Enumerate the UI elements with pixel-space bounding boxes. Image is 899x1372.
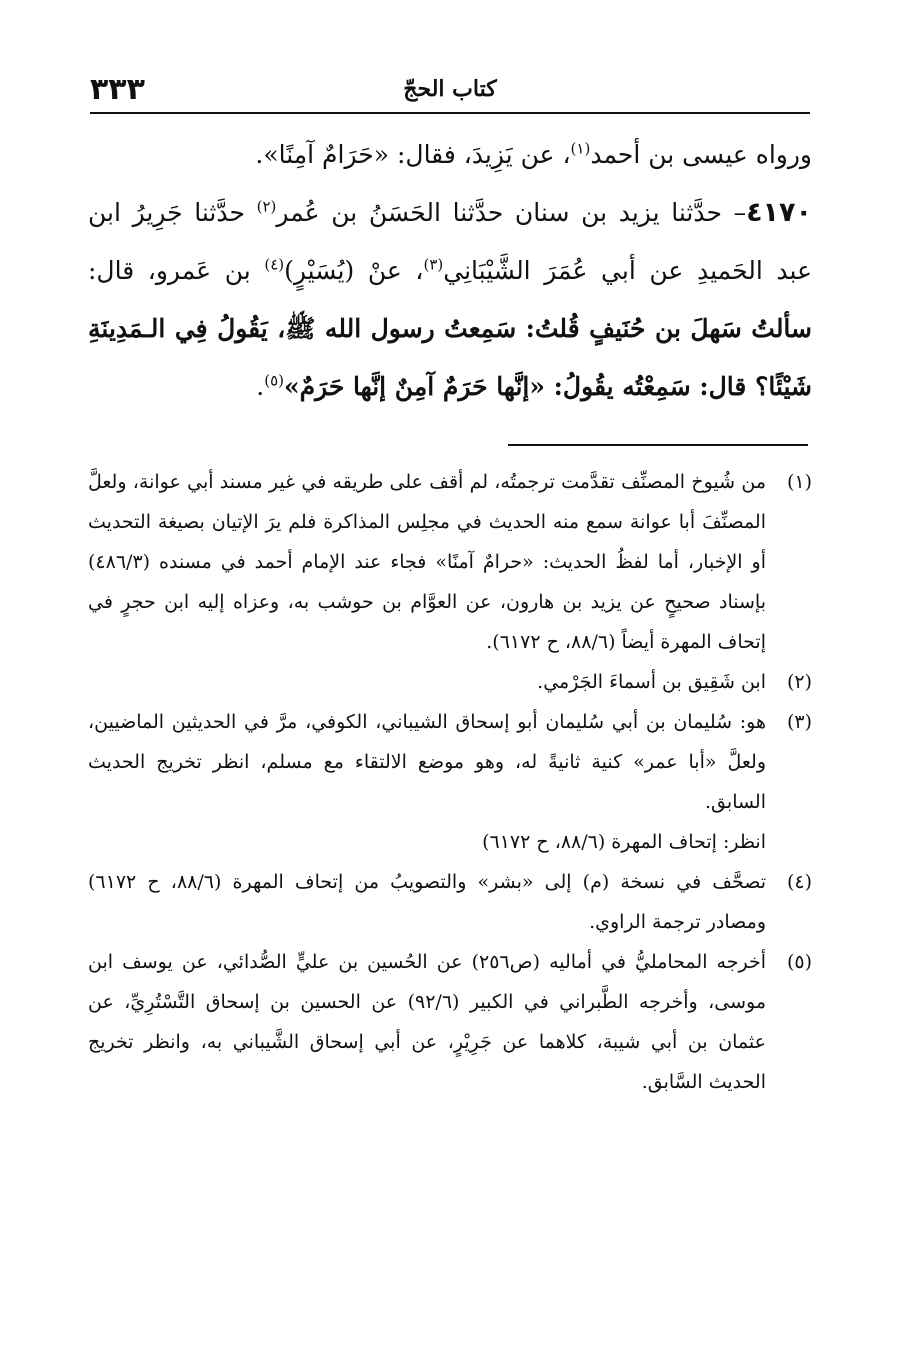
footnote-3 bbox=[88, 702, 812, 822]
footnote-number: (٣) bbox=[786, 711, 812, 733]
footnote-4 bbox=[88, 862, 812, 942]
isnad-part-c: ، عنْ (يُسَيْرٍ) bbox=[284, 256, 424, 285]
page-number: ٣٣٣ bbox=[90, 72, 145, 107]
hadith-number: ٤١٧٠ bbox=[746, 197, 812, 228]
isnad-part-b: حدَّثنا جَرِيرُ ابن عبد الحَميدِ عن أبي عُمَرَ الشَّيْبَانِي bbox=[88, 198, 813, 285]
footnote-ref-2: (٢) bbox=[256, 197, 277, 216]
running-title: كتاب الحجّ bbox=[403, 76, 497, 102]
isnad-part-d: بن عَمرو، قال: bbox=[88, 256, 265, 285]
isnad-part-a: – حدَّثنا يزيد بن سنان حدَّثنا الحَسَنُ بن عُمر bbox=[276, 198, 747, 227]
footnote-1 bbox=[88, 462, 812, 662]
paragraph-hadith bbox=[88, 184, 812, 416]
hadith-end: . bbox=[256, 372, 265, 401]
narration-text: ورواه عيسى بن أحمد bbox=[590, 140, 812, 169]
narration-text-rest: ، عن يَزِيدَ، فقال: «حَرَامٌ آمِنًا». bbox=[255, 140, 571, 169]
footnote-ref-3: (٣) bbox=[423, 255, 444, 274]
main-text bbox=[88, 126, 812, 416]
footnote-number: (١) bbox=[786, 471, 812, 493]
footnote-number: (٥) bbox=[786, 951, 812, 973]
matn-text: سألتُ سَهلَ بن حُنَيفٍ قُلتُ: سَمِعتُ رسول الله ﷺ، يَقُولُ فِي الـمَدِينَةِ شَيْئًا؟ قال: سَمِعْتُه يقُولُ: «إنَّها حَرَمٌ آمِنٌ إنَّها حَرَمٌ» bbox=[88, 314, 812, 401]
footnote-text: من شُيوخ المصنِّف تقدَّمت ترجمتُه، لم أقف على طريقه في غير مسند أبي عوانة، ولعلَّ المصنِّفَ أبا عوانة سمع منه الحديث في مجلِس المذاكرة فلم يرَ الإتيان بصيغة التحديث أو الإخبار، أما لفظُ الحديث: «حرامٌ آمنًا» فجاء عند الإمام أحمد في مسنده (٤٨٦/٣) بإسناد صحيحٍ عن يزيد بن هارون، عن العوَّام بن حوشب به، وعزاه إليه ابن حجرٍ في إتحاف المهرة أيضاً (٨٨/٦، ح ٦١٧٢). bbox=[88, 471, 766, 653]
footnote-3-continuation: انظر: إتحاف المهرة (٨٨/٦، ح ٦١٧٢) bbox=[482, 831, 766, 853]
paragraph-narration bbox=[88, 126, 812, 184]
page-header bbox=[90, 72, 810, 114]
footnote-ref-1: (١) bbox=[570, 139, 591, 158]
footnote-ref-5: (٥) bbox=[264, 371, 284, 390]
footnote-ref-4: (٤) bbox=[264, 255, 285, 274]
footnote-text: هو: سُليمان بن أبي سُليمان أبو إسحاق الشيباني، الكوفي، مرَّ في الحديثين الماضيين، ولعلَّ «أبا عمر» كنية ثانيةً له، وهو موضع الالتقاء مع مسلم، انظر تخريج الحديث السابق. bbox=[88, 711, 766, 813]
footnote-separator bbox=[508, 444, 808, 446]
footnote-number: (٢) bbox=[786, 671, 812, 693]
footnote-text: أخرجه المحامليُّ في أماليه (ص٢٥٦) عن الحُسين بن عليٍّ الصُّدائي، عن يوسف ابن موسى، وأخرجه الطَّبراني في الكبير (٩٢/٦) عن الحسين بن إسحاق التَّسْتُرِيِّ، عن عثمان بن أبي شيبة، كلاهما عن جَرِيْرٍ، عن أبي إسحاق الشَّيباني به، وانظر تخريج الحديث السَّابق. bbox=[88, 951, 766, 1093]
footnote-5 bbox=[88, 942, 812, 1102]
footnote-number: (٤) bbox=[786, 871, 812, 893]
footnote-text: ابن شَقِيق بن أسماءَ الجَرْمي. bbox=[537, 671, 766, 693]
footnotes bbox=[88, 462, 812, 1102]
footnote-2 bbox=[88, 662, 812, 702]
footnote-text: تصحَّف في نسخة (م) إلى «بشر» والتصويبُ من إتحاف المهرة (٨٨/٦، ح ٦١٧٢) ومصادر ترجمة الراوي. bbox=[88, 871, 766, 933]
